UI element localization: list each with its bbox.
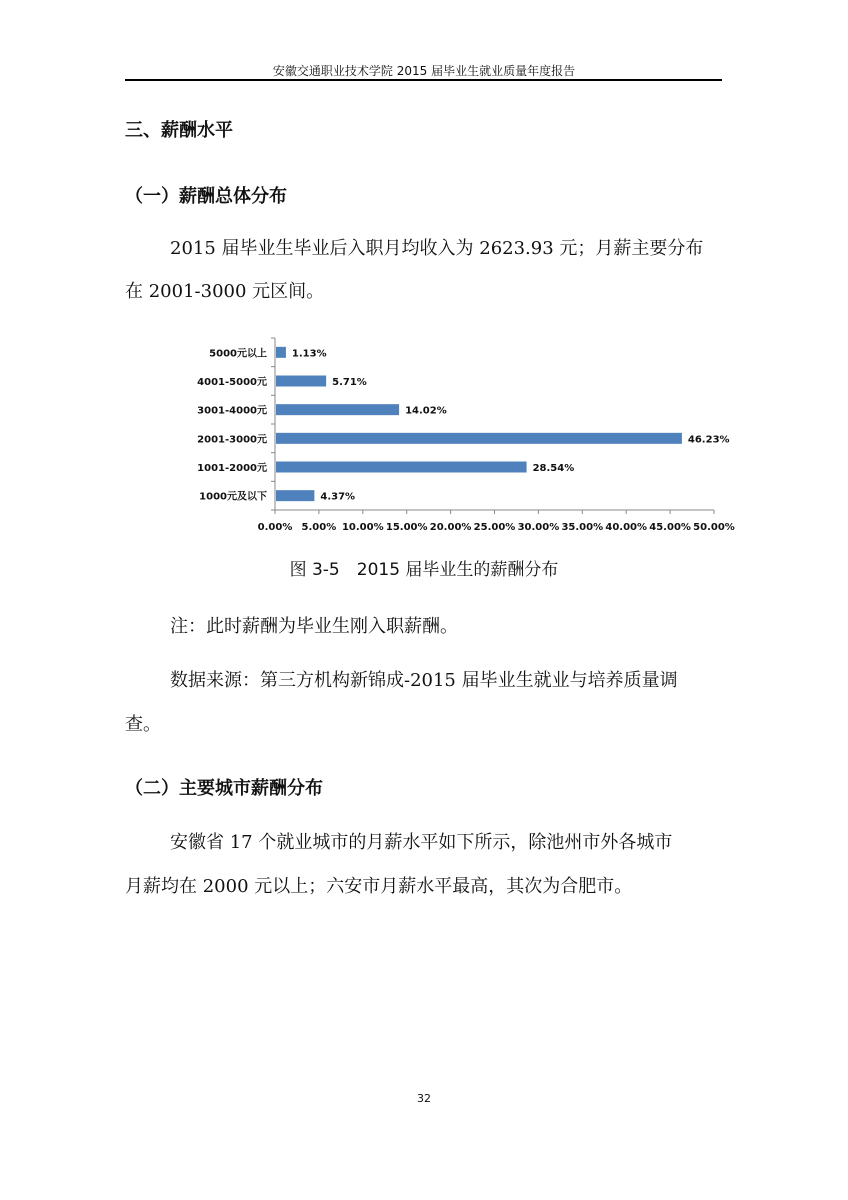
value-label: 4.37% [320, 491, 356, 503]
header-rule [125, 79, 722, 81]
value-label: 28.54% [532, 463, 575, 474]
x-tick-label: 30.00% [517, 522, 560, 533]
section-title: 三、薪酬水平 [125, 120, 233, 141]
x-tick-label: 0.00% [257, 522, 293, 533]
category-label: 1001-2000元 [197, 463, 267, 474]
bar [276, 347, 286, 358]
source-line-1: 数据来源：第三方机构新锦成-2015 届毕业生就业与培养质量调 [170, 670, 678, 691]
value-label: 46.23% [687, 434, 730, 446]
subsection-title-2: （二）主要城市薪酬分布 [125, 778, 323, 799]
value-label: 1.13% [291, 348, 327, 360]
x-tick-label: 20.00% [429, 522, 472, 533]
bar [276, 433, 682, 444]
category-label: 5000元以上 [209, 348, 267, 360]
x-tick-label: 15.00% [385, 522, 428, 533]
bar [276, 490, 314, 501]
figure-caption: 图 3-5 2015 届毕业生的薪酬分布 [289, 560, 559, 580]
x-tick-label: 5.00% [301, 522, 337, 533]
category-label: 4001-5000元 [197, 377, 267, 388]
category-label: 2001-3000元 [197, 434, 267, 446]
paragraph-1-line-1: 2015 届毕业生毕业后入职月均收入为 2623.93 元；月薪主要分布 [170, 238, 704, 259]
bar [276, 462, 527, 473]
x-tick-label: 25.00% [473, 522, 516, 533]
subsection-title-1: （一）薪酬总体分布 [125, 186, 287, 207]
x-tick-label: 45.00% [649, 522, 691, 533]
page-number: 32 [417, 1092, 431, 1105]
x-tick-label: 50.00% [693, 522, 735, 533]
value-label: 5.71% [332, 377, 367, 388]
salary-bar-chart [170, 330, 740, 540]
category-label: 1000元及以下 [199, 491, 267, 503]
x-tick-label: 40.00% [605, 522, 648, 533]
note: 注：此时薪酬为毕业生刚入职薪酬。 [170, 616, 458, 637]
paragraph-1-line-2: 在 2001-3000 元区间。 [125, 281, 325, 302]
category-label: 3001-4000元 [197, 405, 267, 417]
x-tick-label: 10.00% [341, 522, 384, 533]
bar [276, 376, 326, 387]
paragraph-2-line-2: 月薪均在 2000 元以上；六安市月薪水平最高，其次为合肥市。 [125, 876, 633, 897]
bar [276, 404, 399, 415]
running-header: 安徽交通职业技术学院 2015 届毕业生就业质量年度报告 [272, 64, 576, 78]
paragraph-2-line-1: 安徽省 17 个就业城市的月薪水平如下所示，除池州市外各城市 [170, 832, 673, 853]
x-tick-label: 35.00% [561, 522, 604, 533]
source-line-2: 查。 [125, 714, 161, 735]
value-label: 14.02% [405, 405, 447, 417]
